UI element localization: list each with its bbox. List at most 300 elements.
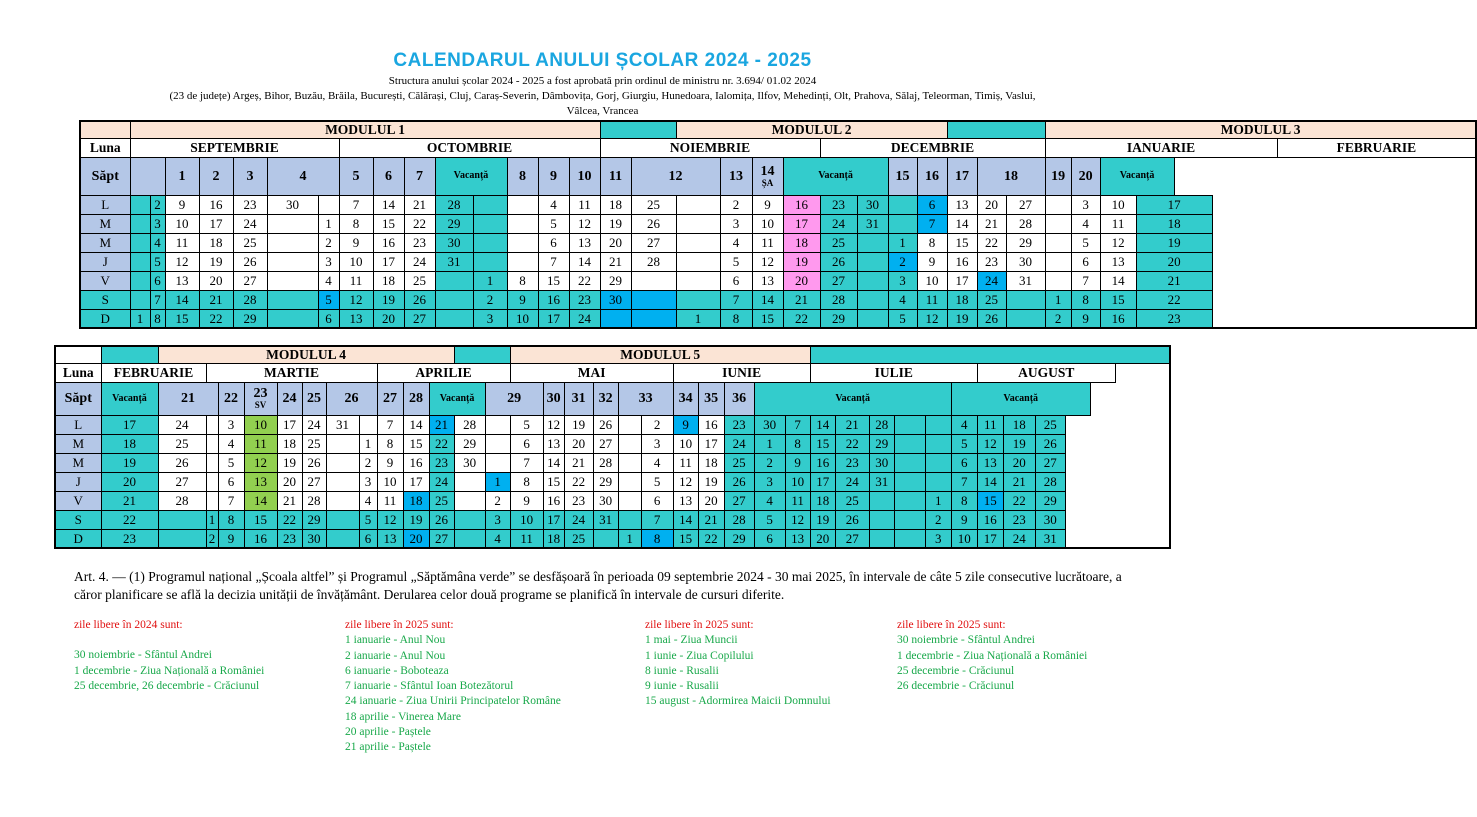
day-cell: 25: [631, 195, 676, 214]
module-header-row: [80, 121, 1476, 138]
weekday-label: V: [80, 271, 130, 290]
day-cell: 17: [199, 214, 233, 233]
day-cell: 21: [835, 415, 869, 434]
module-label: MODULUL 4: [158, 346, 454, 363]
day-cell: [857, 233, 888, 252]
day-cell: 22: [835, 434, 869, 453]
holiday-item: 25 decembrie, 26 decembrie - Crăciunul: [74, 679, 260, 692]
day-cell: 13: [244, 472, 277, 491]
day-cell: 20: [977, 195, 1006, 214]
day-cell: 22: [277, 510, 302, 529]
day-cell: 18: [947, 290, 977, 309]
day-cell: [267, 271, 318, 290]
day-cell: 17: [403, 472, 429, 491]
day-cell: 17: [1136, 195, 1212, 214]
day-cell: 10: [917, 271, 947, 290]
day-cell: 13: [977, 453, 1003, 472]
day-cell: 24: [820, 214, 857, 233]
day-cell: 8: [507, 271, 538, 290]
day-cell: 5: [218, 453, 244, 472]
day-cell: 11: [1100, 214, 1136, 233]
day-cell: 10: [673, 434, 698, 453]
day-cell: [631, 290, 676, 309]
day-cell: [507, 252, 538, 271]
day-cell: [267, 309, 318, 328]
day-cell: 30: [593, 491, 618, 510]
sapt-label: Săpt: [55, 382, 101, 415]
holiday-item: 1 ianuarie - Anul Nou: [345, 634, 446, 647]
weekday-label: V: [55, 491, 101, 510]
day-cell: 23: [835, 453, 869, 472]
day-row-6: [80, 290, 1476, 309]
luna-label: Luna: [80, 138, 130, 157]
day-cell: [1006, 290, 1045, 309]
day-cell: 27: [1035, 453, 1065, 472]
day-cell: 7: [150, 290, 165, 309]
day-cell: 11: [339, 271, 373, 290]
day-cell: 20: [277, 472, 302, 491]
day-cell: 18: [277, 434, 302, 453]
day-cell: 11: [917, 290, 947, 309]
day-cell: 15: [947, 233, 977, 252]
day-cell: 4: [218, 434, 244, 453]
week-number: 20: [1071, 157, 1100, 195]
week-number: 5: [339, 157, 373, 195]
day-cell: [130, 233, 150, 252]
day-cell: 11: [244, 434, 277, 453]
holidays-2025-b: [645, 618, 831, 710]
week-number: 11: [600, 157, 631, 195]
day-cell: 29: [600, 271, 631, 290]
weekday-label: M: [55, 434, 101, 453]
day-cell: 15: [1100, 290, 1136, 309]
day-cell: 1: [206, 510, 218, 529]
day-cell: 10: [752, 214, 783, 233]
holiday-item: 6 ianuarie - Boboteaza: [345, 664, 449, 677]
day-cell: 30: [857, 195, 888, 214]
day-cell: 12: [785, 510, 810, 529]
day-cell: 6: [1071, 252, 1100, 271]
day-cell: [206, 434, 218, 453]
day-cell: 27: [302, 472, 326, 491]
day-cell: [869, 529, 894, 548]
day-cell: [1045, 252, 1071, 271]
day-cell: 24: [564, 510, 593, 529]
day-cell: 28: [302, 491, 326, 510]
day-cell: 20: [810, 529, 835, 548]
holiday-item: 21 aprilie - Paștele: [345, 741, 431, 754]
day-cell: 7: [538, 252, 569, 271]
day-cell: [631, 309, 676, 328]
day-cell: 4: [641, 453, 673, 472]
day-cell: 10: [1100, 195, 1136, 214]
day-cell: 17: [947, 271, 977, 290]
day-cell: 8: [720, 309, 752, 328]
holiday-item: 2 ianuarie - Anul Nou: [345, 649, 446, 662]
weekday-label: M: [55, 453, 101, 472]
day-cell: 16: [543, 491, 564, 510]
holiday-item: 25 decembrie - Crăciunul: [897, 664, 1015, 677]
day-cell: 12: [917, 309, 947, 328]
day-cell: [1045, 271, 1071, 290]
day-cell: 4: [150, 233, 165, 252]
day-cell: 7: [218, 491, 244, 510]
day-cell: 20: [698, 491, 724, 510]
day-cell: 21: [429, 415, 454, 434]
weekday-label: D: [55, 529, 101, 548]
day-cell: 21: [977, 214, 1006, 233]
day-row-2: [80, 214, 1476, 233]
day-cell: 15: [673, 529, 698, 548]
day-cell: 28: [820, 290, 857, 309]
week-number: 13: [720, 157, 752, 195]
day-cell: 1: [754, 434, 785, 453]
day-cell: 9: [507, 290, 538, 309]
day-cell: 20: [1136, 252, 1212, 271]
day-cell: 4: [538, 195, 569, 214]
day-cell: 2: [888, 252, 917, 271]
day-cell: 17: [101, 415, 158, 434]
day-cell: [857, 252, 888, 271]
day-cell: 19: [101, 453, 158, 472]
day-cell: [507, 233, 538, 252]
holiday-item: 7 ianuarie - Sfântul Ioan Botezătorul: [345, 680, 514, 693]
day-cell: 14: [752, 290, 783, 309]
week-number: 16: [917, 157, 947, 195]
day-cell: 5: [538, 214, 569, 233]
day-cell: 5: [150, 252, 165, 271]
day-cell: 26: [835, 510, 869, 529]
day-cell: 1: [318, 214, 339, 233]
day-cell: 20: [403, 529, 429, 548]
day-cell: [507, 214, 538, 233]
day-cell: [435, 309, 473, 328]
day-cell: [130, 290, 150, 309]
day-cell: 10: [339, 252, 373, 271]
day-cell: 7: [339, 195, 373, 214]
day-cell: 23: [277, 529, 302, 548]
day-cell: 9: [339, 233, 373, 252]
day-cell: 14: [244, 491, 277, 510]
module-spacer: [947, 121, 1045, 138]
day-cell: 4: [951, 415, 977, 434]
month-label: SEPTEMBRIE: [130, 138, 339, 157]
day-cell: 2: [1045, 309, 1071, 328]
week-number: 10: [569, 157, 600, 195]
day-cell: 24: [835, 472, 869, 491]
day-cell: 15: [543, 472, 564, 491]
day-cell: [894, 453, 925, 472]
day-cell: 30: [754, 415, 785, 434]
day-cell: 26: [302, 453, 326, 472]
day-cell: 16: [538, 290, 569, 309]
day-cell: 24: [429, 472, 454, 491]
day-cell: 30: [869, 453, 894, 472]
day-cell: 2: [754, 453, 785, 472]
day-cell: 29: [724, 529, 754, 548]
day-row-3: [80, 233, 1476, 252]
module-spacer: [454, 346, 510, 363]
day-cell: 24: [724, 434, 754, 453]
day-cell: [267, 214, 318, 233]
day-cell: 25: [1035, 415, 1065, 434]
day-cell: 1: [130, 309, 150, 328]
page-title: CALENDARUL ANULUI ȘCOLAR 2024 - 2025: [393, 50, 812, 71]
day-cell: 31: [326, 415, 359, 434]
day-cell: 27: [233, 271, 267, 290]
day-cell: 18: [199, 233, 233, 252]
day-cell: 21: [404, 195, 435, 214]
day-cell: 26: [404, 290, 435, 309]
day-cell: [326, 491, 359, 510]
holiday-item: 15 august - Adormirea Maicii Domnului: [645, 695, 831, 708]
day-cell: 12: [1100, 233, 1136, 252]
day-cell: 15: [752, 309, 783, 328]
day-cell: 14: [569, 252, 600, 271]
day-cell: 14: [673, 510, 698, 529]
week-number: 17: [947, 157, 977, 195]
week-number: 14 ȘA: [752, 157, 783, 195]
day-cell: 10: [507, 309, 538, 328]
day-cell: 18: [543, 529, 564, 548]
day-cell: 19: [698, 472, 724, 491]
holiday-item: 8 iunie - Rusalii: [645, 664, 719, 677]
day-cell: 6: [754, 529, 785, 548]
day-cell: 16: [698, 415, 724, 434]
day-cell: 22: [429, 434, 454, 453]
day-cell: [925, 415, 951, 434]
day-cell: 2: [473, 290, 507, 309]
day-cell: [130, 214, 150, 233]
day-cell: 18: [810, 491, 835, 510]
weekday-label: S: [55, 510, 101, 529]
day-cell: 7: [1071, 271, 1100, 290]
day-cell: 12: [339, 290, 373, 309]
day-cell: 29: [233, 309, 267, 328]
day-cell: [454, 510, 485, 529]
holidays-2025-a: [345, 618, 561, 756]
day-cell: 22: [199, 309, 233, 328]
day-cell: 13: [339, 309, 373, 328]
module-label: MODULUL 3: [1045, 121, 1476, 138]
day-cell: 24: [158, 415, 206, 434]
day-cell: 2: [318, 233, 339, 252]
day-cell: 27: [593, 434, 618, 453]
day-cell: 1: [1045, 290, 1071, 309]
day-cell: 14: [810, 415, 835, 434]
day-cell: 26: [820, 252, 857, 271]
day-cell: 14: [373, 195, 404, 214]
day-cell: [925, 453, 951, 472]
day-cell: 22: [783, 309, 820, 328]
day-cell: 12: [977, 434, 1003, 453]
day-cell: 10: [510, 510, 543, 529]
day-cell: 7: [785, 415, 810, 434]
day-row-7: [80, 309, 1476, 328]
month-label: NOIEMBRIE: [600, 138, 820, 157]
day-cell: 14: [403, 415, 429, 434]
weekday-label: L: [80, 195, 130, 214]
day-cell: 21: [1136, 271, 1212, 290]
vacation-label: Vacanță: [754, 382, 951, 415]
day-cell: 5: [720, 252, 752, 271]
day-cell: 21: [600, 252, 631, 271]
day-cell: 26: [158, 453, 206, 472]
day-cell: 30: [435, 233, 473, 252]
month-label: APRILIE: [377, 363, 510, 382]
module-label: MODULUL 1: [130, 121, 600, 138]
day-cell: 6: [359, 529, 377, 548]
day-cell: 17: [698, 434, 724, 453]
day-cell: 12: [244, 453, 277, 472]
vacation-label: Vacanță: [783, 157, 888, 195]
day-cell: 11: [510, 529, 543, 548]
day-cell: 3: [720, 214, 752, 233]
day-cell: 23: [977, 252, 1006, 271]
day-cell: 2: [485, 491, 510, 510]
day-cell: [618, 453, 641, 472]
day-cell: [267, 290, 318, 309]
vacation-label: Vacanță: [435, 157, 507, 195]
day-cell: 19: [199, 252, 233, 271]
calendar-table-modules-4-5: [54, 345, 1171, 549]
day-cell: [454, 529, 485, 548]
day-cell: 12: [377, 510, 403, 529]
day-cell: 3: [925, 529, 951, 548]
day-cell: 24: [1003, 529, 1035, 548]
day-cell: 23: [404, 233, 435, 252]
day-cell: [473, 233, 507, 252]
day-cell: 19: [810, 510, 835, 529]
day-cell: 30: [267, 195, 318, 214]
day-cell: 31: [593, 510, 618, 529]
holiday-item: 1 decembrie - Ziua Națională a României: [897, 649, 1088, 662]
day-cell: 27: [631, 233, 676, 252]
day-cell: [888, 195, 917, 214]
day-cell: [894, 491, 925, 510]
day-cell: 7: [510, 453, 543, 472]
day-cell: 21: [564, 453, 593, 472]
day-cell: 6: [538, 233, 569, 252]
day-cell: [593, 529, 618, 548]
day-cell: 22: [977, 233, 1006, 252]
day-cell: 7: [641, 510, 673, 529]
day-cell: 14: [977, 472, 1003, 491]
day-cell: 29: [454, 434, 485, 453]
day-cell: 18: [373, 271, 404, 290]
day-cell: 16: [783, 195, 820, 214]
module-spacer: [80, 121, 130, 138]
day-cell: 10: [244, 415, 277, 434]
day-cell: 18: [783, 233, 820, 252]
day-cell: 12: [543, 415, 564, 434]
month-label: IANUARIE: [1045, 138, 1277, 157]
day-cell: 28: [454, 415, 485, 434]
week-number: 1: [165, 157, 199, 195]
day-cell: 28: [1006, 214, 1045, 233]
day-cell: 23: [101, 529, 158, 548]
week-number: 24: [277, 382, 302, 415]
day-cell: 15: [244, 510, 277, 529]
week-number: 35: [698, 382, 724, 415]
day-cell: [326, 434, 359, 453]
day-cell: 15: [810, 434, 835, 453]
weekday-label: J: [55, 472, 101, 491]
day-cell: 13: [1100, 252, 1136, 271]
day-cell: 28: [1035, 472, 1065, 491]
day-cell: 3: [641, 434, 673, 453]
day-cell: 17: [977, 529, 1003, 548]
day-cell: 8: [218, 510, 244, 529]
vacation-label: Vacanță: [429, 382, 485, 415]
day-cell: 25: [820, 233, 857, 252]
week-number: 21: [158, 382, 218, 415]
day-cell: 30: [1035, 510, 1065, 529]
day-cell: 2: [359, 453, 377, 472]
day-cell: 26: [593, 415, 618, 434]
day-cell: 2: [720, 195, 752, 214]
day-cell: 30: [454, 453, 485, 472]
day-cell: 16: [1100, 309, 1136, 328]
day-cell: [158, 529, 206, 548]
day-cell: 27: [158, 472, 206, 491]
module-spacer: [600, 121, 676, 138]
holiday-item: [74, 633, 264, 648]
weekday-label: D: [80, 309, 130, 328]
day-cell: 24: [233, 214, 267, 233]
day-cell: 24: [977, 271, 1006, 290]
day-cell: [485, 434, 510, 453]
day-cell: 18: [698, 453, 724, 472]
day-cell: 6: [720, 271, 752, 290]
day-cell: 9: [673, 415, 698, 434]
week-number: 23 SV: [244, 382, 277, 415]
day-cell: 11: [785, 491, 810, 510]
day-cell: 12: [752, 252, 783, 271]
day-cell: 9: [951, 510, 977, 529]
day-cell: 9: [218, 529, 244, 548]
module-spacer: [55, 346, 101, 363]
day-cell: 2: [641, 415, 673, 434]
day-cell: [206, 491, 218, 510]
day-cell: 15: [403, 434, 429, 453]
day-cell: [618, 510, 641, 529]
vacation-label: Vacanță: [101, 382, 158, 415]
week-number: 27: [377, 382, 403, 415]
day-cell: [894, 434, 925, 453]
day-cell: [676, 252, 720, 271]
week-number: 30: [543, 382, 564, 415]
month-label: IULIE: [810, 363, 977, 382]
day-cell: 8: [917, 233, 947, 252]
holiday-item: 26 decembrie - Crăciunul: [897, 680, 1015, 693]
day-cell: 20: [101, 472, 158, 491]
day-cell: 11: [377, 491, 403, 510]
day-cell: 9: [510, 491, 543, 510]
day-cell: [631, 271, 676, 290]
day-cell: 20: [783, 271, 820, 290]
day-cell: 8: [510, 472, 543, 491]
month-label: AUGUST: [977, 363, 1115, 382]
day-cell: 4: [485, 529, 510, 548]
day-cell: [618, 491, 641, 510]
day-cell: 31: [857, 214, 888, 233]
day-cell: 11: [977, 415, 1003, 434]
day-cell: [318, 195, 339, 214]
day-cell: [326, 453, 359, 472]
module-label: MODULUL 2: [676, 121, 947, 138]
day-cell: 9: [917, 252, 947, 271]
